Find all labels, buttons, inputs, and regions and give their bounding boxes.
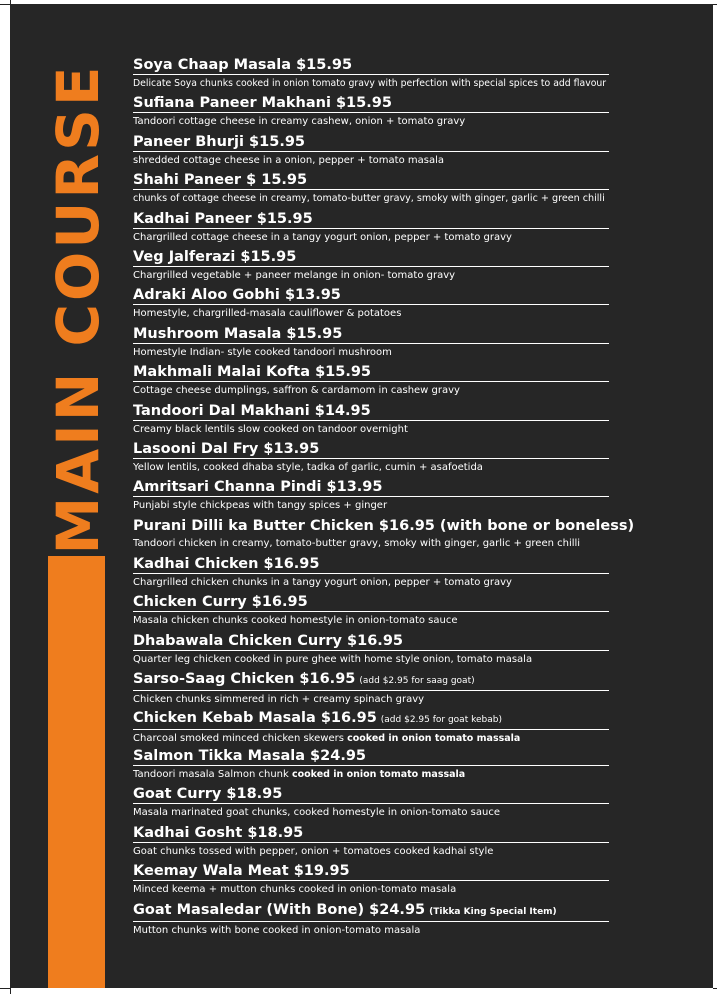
menu-item-title: Amritsari Channa Pindi $13.95 <box>133 479 383 496</box>
menu-item-description-text: Cottage cheese dumplings, saffron & cardamom in cashew gravy <box>133 385 460 397</box>
menu-item-name <box>133 902 609 922</box>
menu-item-description <box>133 732 713 745</box>
menu-item-description-text: Minced keema + mutton chunks cooked in onion-tomato masala <box>133 884 457 896</box>
menu-item-description <box>133 384 713 397</box>
menu-item <box>133 786 713 824</box>
menu-item <box>133 556 713 594</box>
menu-item-description-text: Mutton chunks with bone cooked in onion-tomato masala <box>133 924 421 936</box>
menu-item-name <box>133 287 609 305</box>
menu-page <box>10 4 713 988</box>
menu-item-description-text: Quarter leg chicken cooked in pure ghee with home style onion, tomato masala <box>133 653 533 665</box>
menu-item-description-text: Yellow lentils, cooked dhaba style, tadka of garlic, cumin + asafoetida <box>133 461 483 473</box>
menu-item-description-extra: cooked in onion tomato massala <box>291 769 466 781</box>
menu-item-name <box>133 441 609 459</box>
crop-mark <box>713 4 717 5</box>
menu-item-name <box>133 249 609 267</box>
menu-item-title: Veg Jalferazi $15.95 <box>133 248 297 265</box>
menu-item-description-text: Delicate Soya chunks cooked in onion tomato gravy with perfection with special spices to add flavour <box>133 78 607 89</box>
menu-item <box>133 287 713 325</box>
menu-item-title: Dhabawala Chicken Curry $16.95 <box>133 632 403 649</box>
menu-item-title: Chicken Kebab Masala $16.95 <box>133 709 377 726</box>
menu-item-name <box>133 57 609 75</box>
menu-item-description <box>133 693 713 706</box>
menu-item <box>133 403 713 441</box>
menu-item-description <box>133 461 713 474</box>
menu-item-name <box>133 479 609 497</box>
menu-item <box>133 211 713 249</box>
menu-item-description-text: chunks of cottage cheese in creamy, tomato-butter gravy, smoky with ginger, garlic + green chilli <box>133 193 605 205</box>
menu-item <box>133 671 713 709</box>
menu-item-description-text: Creamy black lentils slow cooked on tandoor overnight <box>133 423 408 435</box>
menu-item-name <box>133 710 609 730</box>
menu-item-description-text: Homestyle, chargrilled-masala cauliflower & potatoes <box>133 308 402 320</box>
menu-item <box>133 249 713 287</box>
menu-item-name <box>133 786 609 804</box>
menu-item-description <box>133 883 713 896</box>
menu-item-title: Paneer Bhurji $15.95 <box>133 133 306 150</box>
menu-item <box>133 902 713 940</box>
menu-item-title: Sufiana Paneer Makhani $15.95 <box>133 95 392 112</box>
menu-item-description-text: Masala chicken chunks cooked homestyle in onion-tomato sauce <box>133 615 458 627</box>
menu-item-description <box>133 269 713 282</box>
menu-item <box>133 863 713 901</box>
menu-item-name <box>133 671 609 691</box>
menu-item-title: Kadhai Gosht $18.95 <box>133 824 304 841</box>
menu-item <box>133 633 713 671</box>
menu-item-description <box>133 192 713 205</box>
menu-item-name <box>133 556 609 574</box>
menu-item-name <box>133 172 609 190</box>
menu-item-name <box>133 403 609 421</box>
menu-item-description-text: Chargrilled chicken chunks in a tangy yogurt onion, pepper + tomato gravy <box>133 577 512 589</box>
menu-item-title: Kadhai Chicken $16.95 <box>133 556 320 573</box>
menu-item-name <box>133 863 609 881</box>
menu-item-description <box>133 537 713 550</box>
menu-item-description <box>133 307 713 320</box>
menu-item-description-text: Chargrilled cottage cheese in a tangy yogurt onion, pepper + tomato gravy <box>133 231 512 243</box>
menu-item <box>133 57 713 95</box>
menu-item-description <box>133 806 713 819</box>
crop-mark <box>10 0 11 4</box>
menu-item-title: Goat Curry $18.95 <box>133 786 283 803</box>
menu-item-title: Salmon Tikka Masala $24.95 <box>133 748 367 765</box>
menu-item-description-text: Homestyle Indian- style cooked tandoori mushroom <box>133 346 392 358</box>
menu-item-name <box>133 517 635 535</box>
menu-item-title: Kadhai Paneer $15.95 <box>133 210 313 227</box>
menu-item-title: Tandoori Dal Makhani $14.95 <box>133 402 371 419</box>
menu-item-title: Mushroom Masala $15.95 <box>133 325 343 342</box>
menu-item-name <box>133 134 609 152</box>
menu-item-name <box>133 825 609 843</box>
menu-item-name <box>133 748 609 766</box>
menu-item <box>133 172 713 210</box>
menu-item-description <box>133 154 713 167</box>
menu-item-description-text: Chicken chunks simmered in rich + creamy spinach gravy <box>133 694 425 706</box>
menu-item-description <box>133 653 713 666</box>
menu-item-list <box>133 57 713 940</box>
crop-mark <box>713 988 717 989</box>
menu-item <box>133 95 713 133</box>
menu-item <box>133 326 713 364</box>
menu-item-name <box>133 326 609 344</box>
menu-item-description <box>133 614 713 627</box>
menu-item-description <box>133 924 713 937</box>
menu-item-description <box>133 499 713 512</box>
menu-item-description <box>133 768 713 781</box>
menu-item-description <box>133 423 713 436</box>
menu-item <box>133 748 713 786</box>
menu-item-description-text: Chargrilled vegetable + paneer melange in onion- tomato gravy <box>133 269 456 281</box>
crop-mark <box>0 4 10 5</box>
crop-mark <box>0 988 10 989</box>
menu-item <box>133 825 713 863</box>
menu-item-title: Keemay Wala Meat $19.95 <box>133 863 350 880</box>
menu-item-note: (Tikka King Special Item) <box>429 906 557 917</box>
menu-item-note: (add $2.95 for saag goat) <box>359 676 475 687</box>
menu-item-title: Makhmali Malai Kofta $15.95 <box>133 364 372 381</box>
menu-item-description-text: Tandoori masala Salmon chunk <box>133 769 292 781</box>
menu-item-description <box>133 576 713 589</box>
menu-item-title: Goat Masaledar (With Bone) $24.95 <box>133 901 426 918</box>
menu-item-description-text: Masala marinated goat chunks, cooked homestyle in onion-tomato sauce <box>133 807 500 819</box>
menu-item-title: Shahi Paneer $ 15.95 <box>133 172 308 189</box>
menu-item-description-text: shredded cottage cheese in a onion, pepper + tomato masala <box>133 154 444 166</box>
menu-item <box>133 518 713 556</box>
menu-item-title: Adraki Aloo Gobhi $13.95 <box>133 287 341 304</box>
menu-item <box>133 479 713 517</box>
menu-item <box>133 441 713 479</box>
menu-item-name <box>133 95 609 113</box>
menu-item <box>133 364 713 402</box>
menu-item-title: Soya Chaap Masala $15.95 <box>133 57 353 73</box>
menu-item-description-text: Tandoori cottage cheese in creamy cashew, onion + tomato gravy <box>133 116 466 128</box>
menu-item-description <box>133 346 713 359</box>
menu-item-title: Sarso-Saag Chicken $16.95 <box>133 671 356 688</box>
menu-item-title: Chicken Curry $16.95 <box>133 594 308 611</box>
menu-item-name <box>133 594 609 612</box>
menu-item-note: (add $2.95 for goat kebab) <box>380 714 502 725</box>
menu-item-title: Lasooni Dal Fry $13.95 <box>133 440 320 457</box>
menu-item-description <box>133 231 713 244</box>
menu-item-description-text: Tandoori chicken in creamy, tomato-butter gravy, smoky with ginger, garlic + green chilli <box>133 537 581 549</box>
menu-item-name <box>133 364 609 382</box>
orange-side-bar <box>48 556 105 988</box>
menu-item-description-text: Goat chunks tossed with pepper, onion + tomatoes cooked kadhai style <box>133 845 494 857</box>
section-title: MAIN COURSE <box>44 63 112 555</box>
menu-item-description <box>133 77 713 90</box>
menu-item <box>133 594 713 632</box>
menu-item <box>133 710 713 748</box>
menu-item-description <box>133 115 713 128</box>
menu-item-name <box>133 633 609 651</box>
menu-item-description-extra: cooked in onion tomato massala <box>347 732 521 744</box>
menu-item-title: Purani Dilli ka Butter Chicken $16.95 (with bone or boneless) <box>133 517 635 534</box>
menu-item-description-text: Punjabi style chickpeas with tangy spices + ginger <box>133 500 388 512</box>
menu-item-name <box>133 211 609 229</box>
menu-item-description-text: Charcoal smoked minced chicken skewers <box>133 732 348 744</box>
crop-mark <box>10 988 11 994</box>
menu-item <box>133 134 713 172</box>
menu-item-description <box>133 845 713 858</box>
